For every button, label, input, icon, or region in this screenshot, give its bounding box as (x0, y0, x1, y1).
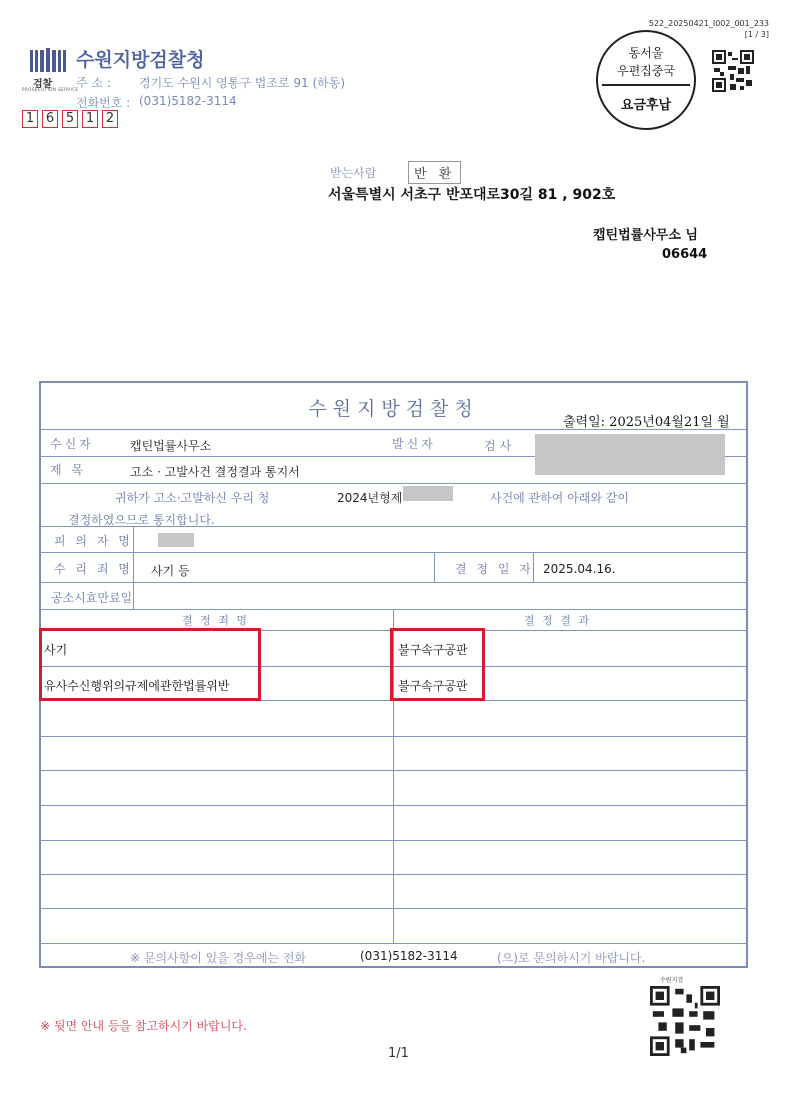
table-row-offense: 사기 (44, 643, 68, 657)
decision-date-value: 2025.04.16. (543, 562, 616, 576)
return-mark: 반 환 (408, 161, 461, 184)
charge-field-label: 수 리 죄 명 (54, 562, 133, 576)
sender-zip-boxes (22, 110, 118, 128)
charge-field-value: 사기 등 (151, 564, 190, 578)
footnote-phone: (031)5182-3114 (360, 949, 458, 963)
result-highlight-box (390, 628, 485, 701)
intro-part1: 귀하가 고소·고발하신 우리 청 (115, 491, 270, 505)
offense-column-header: 결 정 죄 명 (182, 614, 249, 627)
redacted-sender (535, 434, 725, 475)
suspect-field-label: 피 의 자 명 (54, 534, 133, 548)
phone-label: 전화번호 : (76, 96, 131, 110)
decision-date-label: 결 정 일 자 (455, 562, 534, 576)
postal-stamp (596, 30, 696, 130)
zip-digit: 2 (102, 110, 118, 128)
offense-highlight-box (39, 628, 261, 701)
stamp-line3: 요금후납 (620, 98, 672, 113)
zip-digit: 1 (82, 110, 98, 128)
form-title: 수원지방검찰청 (308, 398, 479, 420)
statute-field-label: 공소시효만료일 (51, 591, 133, 605)
redacted-suspect (158, 533, 194, 547)
table-row-result: 불구속구공판 (398, 643, 468, 657)
prosecution-logo-icon (30, 48, 66, 72)
back-page-notice: ※ 뒷면 안내 등을 참고하시기 바랍니다. (40, 1019, 247, 1033)
zip-digit: 6 (42, 110, 58, 128)
address-label: 주 소 : (76, 76, 111, 90)
qr-code-icon (650, 986, 720, 1056)
phone-value: (031)5182-3114 (139, 94, 237, 108)
recipient-zip: 06644 (662, 247, 708, 262)
recipient-field-value: 캡틴법률사무소 (130, 439, 212, 453)
print-date: 출력일: 2025년04월21일 월 (563, 415, 730, 430)
subject-field-value: 고소 · 고발사건 결정결과 통지서 (130, 465, 300, 479)
footnote-text: ※ 문의사항이 있을 경우에는 전화 (130, 951, 307, 965)
result-column-header: 결 정 결 과 (524, 614, 591, 627)
doc-id-text: 522_20250421_I002_001_233 (648, 19, 769, 28)
recipient-label: 받는사람 (330, 166, 377, 180)
redacted-case-number (403, 486, 453, 501)
sender-field-value: 검사 (484, 439, 516, 453)
doc-page-text: [1 / 3] (744, 30, 769, 39)
page-number: 1/1 (388, 1046, 409, 1061)
stamp-line2: 우편집중국 (617, 64, 675, 78)
stamp-line1: 동서울 (628, 46, 664, 60)
recipient-field-label: 수신자 (50, 437, 94, 451)
table-row-result: 불구속구공판 (398, 679, 468, 693)
sender-field-label: 발신자 (392, 437, 436, 451)
logo-word: 검찰 (33, 79, 53, 90)
intro-part2: 사건에 관하여 아래와 같이 (490, 491, 629, 505)
qr-caption: 수원지검 (660, 977, 684, 984)
office-name: 수원지방검찰청 (76, 49, 205, 71)
subject-field-label: 제 목 (50, 463, 86, 477)
intro-case-number: 2024년형제 (337, 491, 403, 505)
footnote-text-end: (으)로 문의하시기 바랍니다. (497, 951, 646, 965)
intro-line2: 결정하였으므로 통지합니다. (68, 513, 215, 527)
table-row-offense: 유사수신행위의규제에관한법률위반 (44, 679, 230, 693)
zip-digit: 1 (22, 110, 38, 128)
recipient-address: 서울특별시 서초구 반포대로30길 81 , 902호 (328, 187, 616, 203)
zip-digit: 5 (62, 110, 78, 128)
recipient-name: 캡틴법률사무소 님 (593, 228, 698, 243)
address-value: 경기도 수원시 영통구 법조로 91 (하동) (139, 76, 345, 90)
logo-sub: PROSECUTION SERVICE (22, 87, 79, 92)
qr-code-icon (712, 50, 754, 92)
